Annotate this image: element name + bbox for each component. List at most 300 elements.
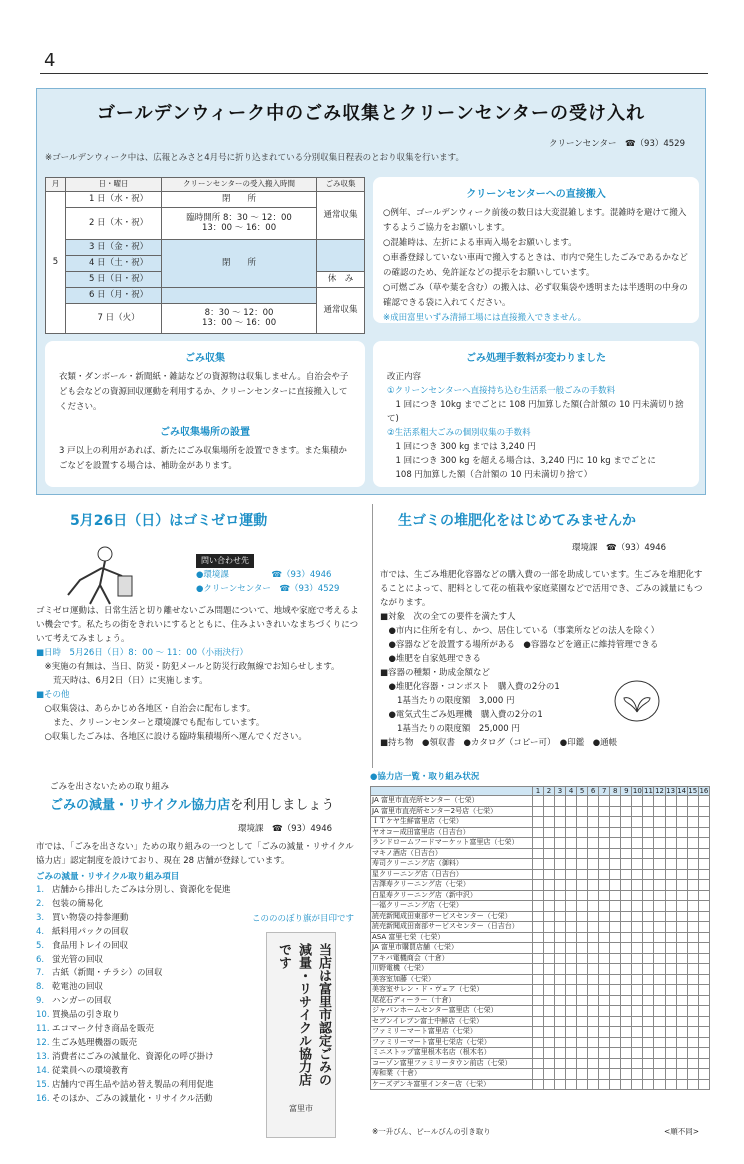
status-cell [566,943,577,954]
status-cell [621,848,632,859]
banner-contact: クリーンセンター ☎（93）4529 [548,139,685,149]
status-cell [532,848,543,859]
status-cell [532,1006,543,1017]
status-cell [698,817,709,828]
status-cell [599,796,610,807]
status-cell [654,964,665,975]
status-cell [610,1027,621,1038]
store-name: ケーズデンキ富里インター店（七栄） [371,1079,533,1090]
status-cell [643,880,654,891]
fee-line: 改正内容 [387,372,422,382]
status-cell [543,1006,554,1017]
status-cell [665,943,676,954]
table-row [371,1069,710,1080]
table-row [371,796,710,807]
status-cell [687,1058,698,1069]
status-cell [566,964,577,975]
status-cell [698,911,709,922]
status-cell [676,1027,687,1038]
eco-mark-icon [612,678,662,724]
status-cell [555,953,566,964]
status-cell [532,1027,543,1038]
status-cell [632,995,643,1006]
status-cell [543,859,554,870]
status-cell [566,1069,577,1080]
status-cell [532,1058,543,1069]
status-cell [610,974,621,985]
status-cell [643,911,654,922]
zero-line: また、クリーンセンターと環境課でも配布しています。 [36,718,265,728]
store-footnote-right: <順不同> [664,1127,700,1136]
status-cell [599,817,610,828]
status-cell [632,1058,643,1069]
status-cell [643,1027,654,1038]
status-cell [599,964,610,975]
recycle-item: 9. ハンガーの回収 [36,996,112,1007]
table-row [371,995,710,1006]
status-cell [555,1069,566,1080]
column-divider [372,504,373,768]
status-cell [555,838,566,849]
status-cell [687,995,698,1006]
table-row [371,1027,710,1038]
status-cell [577,869,588,880]
status-cell [698,1069,709,1080]
status-cell [665,806,676,817]
table-row [371,922,710,933]
status-cell [577,880,588,891]
collection-1: 通常収集 [317,192,365,240]
col-num: 2 [543,787,554,796]
status-cell [632,953,643,964]
zero-contact-2: ●クリーンセンター ☎（93）4529 [196,584,340,594]
status-cell [643,1048,654,1059]
status-cell [632,932,643,943]
col-num: 9 [621,787,632,796]
status-cell [588,932,599,943]
status-cell [588,817,599,828]
status-cell [632,827,643,838]
status-cell [610,1058,621,1069]
status-cell [698,1048,709,1059]
status-cell [643,838,654,849]
status-cell [610,1037,621,1048]
status-cell [643,964,654,975]
status-cell [566,859,577,870]
recycle-item: 6. 蛍光管の回収 [36,954,104,965]
direct-title: クリーンセンターへの直接搬入 [466,189,606,200]
status-cell [566,1058,577,1069]
status-cell [643,974,654,985]
status-cell [577,848,588,859]
status-cell [676,796,687,807]
status-cell [555,796,566,807]
recycle-item: 3. 買い物袋の持参運動 [36,912,129,923]
status-cell [654,901,665,912]
status-cell [543,1016,554,1027]
status-cell [543,901,554,912]
status-cell [621,1037,632,1048]
recycle-item: 7. 古紙（新聞・チラシ）の回収 [36,968,163,979]
status-cell [577,1006,588,1017]
col-num: 16 [699,787,709,795]
status-cell [543,880,554,891]
flag-footer: 富里市 [289,1104,313,1113]
status-cell [654,974,665,985]
store-name: ファミリーマート富里店（七栄） [371,1027,533,1038]
fee-line: 1 回につき 10kg までごとに 108 円加算した額(合計額の 10 円未満切り捨て) [387,400,684,424]
status-cell [621,974,632,985]
status-cell [599,890,610,901]
status-cell [599,1048,610,1059]
status-cell [532,901,543,912]
status-cell [654,1006,665,1017]
status-cell [665,1058,676,1069]
status-cell [687,932,698,943]
status-cell [621,995,632,1006]
status-cell [632,838,643,849]
status-cell [588,827,599,838]
status-cell [599,911,610,922]
status-cell [676,827,687,838]
status-cell [676,1048,687,1059]
hours-line-4: 13：00 〜 16：00 [201,317,277,328]
status-cell [599,838,610,849]
status-cell [676,1006,687,1017]
status-cell [654,1069,665,1080]
status-cell [632,1037,643,1048]
direct-item: ○混雑時は、左折による車両入場をお願いします。 [383,238,577,248]
direct-card [373,177,699,323]
store-name: 読売新聞成田東部サービスセンター（七栄） [371,911,533,922]
status-cell [599,1079,610,1090]
status-cell [654,932,665,943]
recycle-title-block [50,794,334,813]
status-cell [687,985,698,996]
status-cell [698,974,709,985]
recycle-item: 1. 店舗から排出したごみは分別し、資源化を促進 [36,885,231,895]
status-cell [643,1079,654,1090]
status-cell [566,1079,577,1090]
status-cell [610,890,621,901]
collection-3-4 [317,240,365,272]
recycle-item: 10. 買換品の引き取り [36,1010,121,1021]
status-cell [698,827,709,838]
gomi-title: ごみ収集 [185,353,225,364]
status-cell [621,932,632,943]
status-cell [599,848,610,859]
status-cell [665,953,676,964]
status-cell [665,796,676,807]
status-cell [588,848,599,859]
store-name: 吉澤寿クリーニング店（七栄） [371,880,533,891]
store-col-header [371,787,533,796]
status-cell [599,974,610,985]
table-row [371,890,710,901]
status-cell [588,1069,599,1080]
status-cell [543,869,554,880]
status-cell [588,953,599,964]
status-cell [676,1037,687,1048]
status-cell [577,1048,588,1059]
status-cell [643,932,654,943]
day-2: 2 日（木・祝） [66,208,162,240]
recycle-item: 4. 紙料用パックの回収 [36,926,129,937]
recycle-item: 2. 包装の簡易化 [36,898,104,909]
banner-title: ゴールデンウィーク中のごみ収集とクリーンセンターの受け入れ [96,103,646,124]
status-cell [632,848,643,859]
status-cell [610,869,621,880]
status-cell [610,943,621,954]
status-cell [577,943,588,954]
status-cell [698,995,709,1006]
status-cell [698,796,709,807]
table-row [371,964,710,975]
status-cell [621,1058,632,1069]
status-cell [665,817,676,828]
th-collection: ごみ収集 [317,178,365,192]
status-cell [698,1016,709,1027]
status-cell [543,1037,554,1048]
status-cell [610,964,621,975]
col-num: 13 [666,787,676,795]
status-cell [687,901,698,912]
status-cell [665,995,676,1006]
status-cell [654,911,665,922]
table-row [371,943,710,954]
zero-title: 5月26日（日）はゴミゼロ運動 [70,513,268,529]
zero-body: ゴミゼロ運動は、日常生活と切り離せないごみ問題について、地域や家庭で考えるよい機会です。私たちの街をきれいにするとともに、住みよいきれいなまちづくりについて考えてみましょう。 [36,606,359,644]
status-cell [687,1016,698,1027]
status-cell [577,911,588,922]
status-cell [577,1037,588,1048]
status-cell [698,943,709,954]
status-cell [577,1079,588,1090]
status-cell [654,1027,665,1038]
status-cell [532,953,543,964]
status-cell [632,985,643,996]
status-cell [543,817,554,828]
table-row [371,848,710,859]
table-row [371,911,710,922]
store-name: 寿和業（十倉） [371,1069,533,1080]
fee-line: 1 回につき 300 kg までは 3,240 円 [387,442,536,452]
status-cell [665,848,676,859]
status-cell [555,890,566,901]
status-cell [543,932,554,943]
compost-body: 市では、生ごみ堆肥化容器などの購入費の一部を助成しています。生ごみを堆肥化することによって、肥料として花の植栽や家庭菜園などで活用でき、ごみの減量にもつながります。 [380,570,703,608]
status-cell [621,880,632,891]
status-cell [543,1058,554,1069]
zero-line: ○収集したごみは、各地区に設ける臨時集積場所へ運んでください。 [36,732,307,742]
day-3: 3 日（金・祝） [66,240,162,256]
status-cell [532,922,543,933]
status-cell [632,1006,643,1017]
table-row [371,869,710,880]
compost-line: ●市内に住所を有し、かつ、居住している（事業所などの法人を除く） [380,626,660,636]
status-cell [698,922,709,933]
status-cell [687,859,698,870]
status-cell [599,1069,610,1080]
table-row [371,932,710,943]
table-row [371,985,710,996]
status-cell [543,922,554,933]
store-footnote: ※一升びん、ビールびんの引き取り [372,1127,491,1136]
status-cell [588,890,599,901]
store-table [370,786,710,1090]
status-cell [632,817,643,828]
status-cell [643,1037,654,1048]
status-cell [566,806,577,817]
store-name: 一福クリーニング店（七栄） [371,901,533,912]
table-row [371,1016,710,1027]
status-cell [621,964,632,975]
status-cell [621,985,632,996]
col-num: 1 [532,787,543,796]
page-number: 4 [44,50,56,71]
status-cell [665,911,676,922]
status-cell [643,1016,654,1027]
status-cell [566,796,577,807]
status-cell [621,1048,632,1059]
store-name: ランドロームフードマーケット富里店（七栄） [371,838,533,849]
status-cell [577,890,588,901]
compost-line: 1基当たりの限度額 25,000 円 [380,724,520,734]
status-cell [665,922,676,933]
recycle-item: 5. 食品用トレイの回収 [36,940,129,951]
status-cell [588,838,599,849]
compost-line: ■容器の種類・助成金額など [380,668,491,678]
col-num: 4 [566,787,577,796]
status-cell [676,848,687,859]
status-cell [566,1037,577,1048]
status-cell [588,869,599,880]
status-cell [665,1079,676,1090]
compost-line: ●堆肥を自家処理できる [380,654,481,664]
hours-line-3: 8：30 〜 12：00 [204,308,274,319]
status-cell [543,943,554,954]
status-cell [698,890,709,901]
status-cell [632,943,643,954]
status-cell [543,838,554,849]
status-cell [632,880,643,891]
compost-line: 1基当たりの限度額 3,000 円 [380,696,515,706]
status-cell [665,1006,676,1017]
status-cell [698,932,709,943]
status-cell [588,880,599,891]
status-cell [532,817,543,828]
status-cell [532,827,543,838]
status-cell [588,995,599,1006]
status-cell [610,922,621,933]
status-cell [599,1037,610,1048]
status-cell [588,1037,599,1048]
status-cell [555,880,566,891]
status-cell [610,901,621,912]
status-cell [621,859,632,870]
status-cell [676,943,687,954]
fee-line: 1 回につき 300 kg を超える場合は、3,240 円に 10 kg までごとに [387,456,656,466]
status-cell [577,995,588,1006]
table-row [371,827,710,838]
day-1: 1 日（水・祝） [66,192,162,208]
col-num: 3 [555,787,566,796]
th-day: 日・曜日 [66,178,162,192]
status-cell [687,1069,698,1080]
cleanup-person-illustration [50,540,140,610]
status-cell [687,943,698,954]
status-cell [599,1027,610,1038]
status-cell [555,922,566,933]
status-cell [676,974,687,985]
status-cell [532,932,543,943]
status-cell [610,838,621,849]
compost-line: ■持ち物 ●領収書 ●カタログ（コピー可） ●印鑑 ●通帳 [380,738,618,748]
status-cell [676,880,687,891]
status-cell [555,1016,566,1027]
status-cell [665,869,676,880]
status-cell [555,964,566,975]
status-cell [632,1069,643,1080]
status-cell [643,995,654,1006]
status-cell [532,859,543,870]
place-title: ごみ収集場所の設置 [160,427,250,438]
store-table-title: ●協力店一覧・取り組み状況 [370,772,480,782]
status-cell [588,796,599,807]
table-row [371,880,710,891]
store-name: ジャパンホームセンター富里店（七栄） [371,1006,533,1017]
status-cell [632,1016,643,1027]
status-cell [676,1069,687,1080]
status-cell [566,1027,577,1038]
store-name: JA 富里市購買店舗（七栄） [371,943,533,954]
status-cell [676,932,687,943]
status-cell [532,869,543,880]
status-cell [588,1016,599,1027]
status-cell [543,806,554,817]
status-cell [566,1048,577,1059]
status-cell [643,890,654,901]
status-cell [643,1069,654,1080]
banner-note: ※ゴールデンウィーク中は、広報とみさと4月号に折り込まれている分別収集日程表のとおり収集を行います。 [45,153,465,163]
status-cell [676,922,687,933]
status-cell [610,806,621,817]
recycle-body: 市では、「ごみを出さない」ための取り組みの一つとして「ごみの減量・リサイクル協力店」認定制度を設けており、現在 28 店舗が登録しています。 [36,842,354,866]
status-cell [555,1027,566,1038]
store-name: 美容室サレン・ド・ヴェア（七栄） [371,985,533,996]
status-cell [566,995,577,1006]
status-cell [566,890,577,901]
recycle-item: 8. 乾電池の回収 [36,982,104,993]
status-cell [566,901,577,912]
status-cell [665,964,676,975]
collection-6-7: 通常収集 [317,288,365,334]
status-cell [621,1079,632,1090]
status-cell [621,827,632,838]
fee-line: 108 円加算した額（合計額の 10 円未満切り捨て） [387,470,593,480]
status-cell [665,1048,676,1059]
store-name: JA 富里市直売所センター（七栄） [371,796,533,807]
status-cell [566,953,577,964]
status-cell [698,838,709,849]
gomi-text: 衣類・ダンボール・新聞紙・雑誌などの資源物は収集しません。自治会や子ども会などの資源回収運動を利用するか、クリーンセンターに直接搬入してください。 [59,372,349,412]
col-num: 12 [655,787,664,795]
status-cell [654,922,665,933]
status-cell [543,953,554,964]
status-cell [687,1079,698,1090]
status-cell [643,922,654,933]
status-cell [532,880,543,891]
